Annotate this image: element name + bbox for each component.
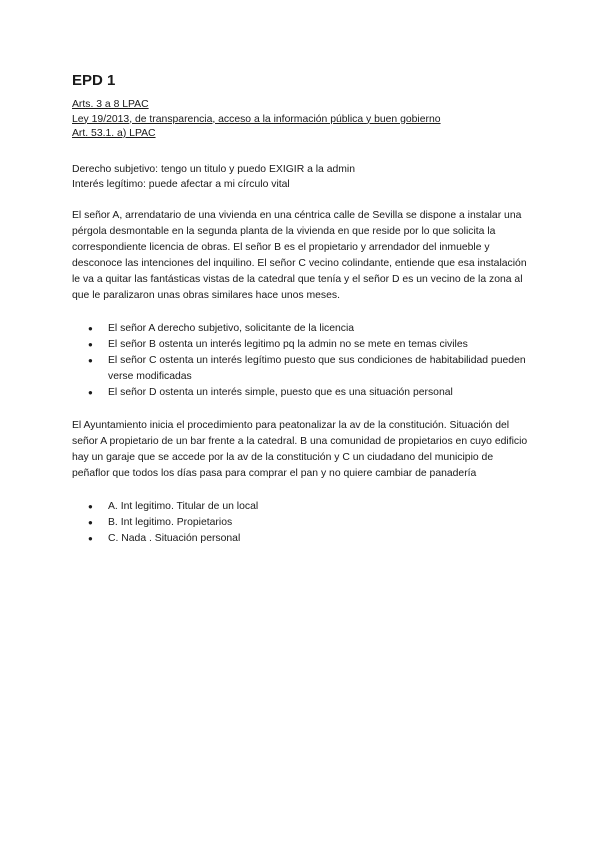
definition-derecho-subjetivo: Derecho subjetivo: tengo un titulo y puedo EXIGIR a la admin: [72, 163, 356, 175]
reference-link-ley-transparencia[interactable]: Ley 19/2013, de transparencia, acceso a la información pública y buen gobierno: [72, 113, 441, 125]
document-title: EPD 1: [72, 72, 116, 89]
list-item: ● El señor C ostenta un interés legítimo puesto que sus condiciones de habitabilidad pueden verse modificadas: [108, 353, 528, 385]
list-item: ● A. Int legitimo. Titular de un local: [108, 499, 528, 515]
definitions-block: [72, 162, 528, 192]
references-block: [72, 98, 528, 142]
case1-answers-list: [72, 321, 528, 401]
list-item: ● C. Nada . Situación personal: [108, 531, 528, 547]
case2-answers-list: [72, 499, 528, 547]
list-item: ● El señor A derecho subjetivo, solicitante de la licencia: [108, 321, 528, 337]
case2-paragraph: El Ayuntamiento inicia el procedimiento para peatonalizar la av de la constitución. Situación del señor A propietario de un bar frente a la catedral. B una comunidad de propietarios en cuyo edificio hay un garaje que se accede por la av de la constitución y C un ciudadano del municipio de peñaflor que todos los días pasa para comprar el pan y no quiere cambiar de panadería: [72, 419, 528, 479]
definition-interes-legitimo: Interés legítimo: puede afectar a mi círculo vital: [72, 178, 290, 190]
list-item: ● El señor B ostenta un interés legitimo pq la admin no se mete en temas civiles: [108, 337, 528, 353]
reference-link-lpac-arts[interactable]: Arts. 3 a 8 LPAC: [72, 99, 149, 110]
list-item: ● B. Int legitimo. Propietarios: [108, 515, 528, 531]
list-item: ● El señor D ostenta un interés simple, puesto que es una situación personal: [108, 385, 528, 401]
reference-link-lpac-art53[interactable]: Art. 53.1. a) LPAC: [72, 128, 156, 139]
case1-paragraph: El señor A, arrendatario de una vivienda en una céntrica calle de Sevilla se dispone a instalar una pérgola desmontable en la segunda planta de la vivienda en que reside por lo que solicita la correspondiente licencia de obras. El señor B es el propietario y arrendador del inmueble y desconoce las intenciones del inquilino. El señor C vecino colindante, entiende que esa instalación le va a quitar las fantásticas vistas de la catedral que tenía y el señor D es un vecino de la zona al que le paralizaron unas obras similares hace unos meses.: [72, 209, 527, 301]
